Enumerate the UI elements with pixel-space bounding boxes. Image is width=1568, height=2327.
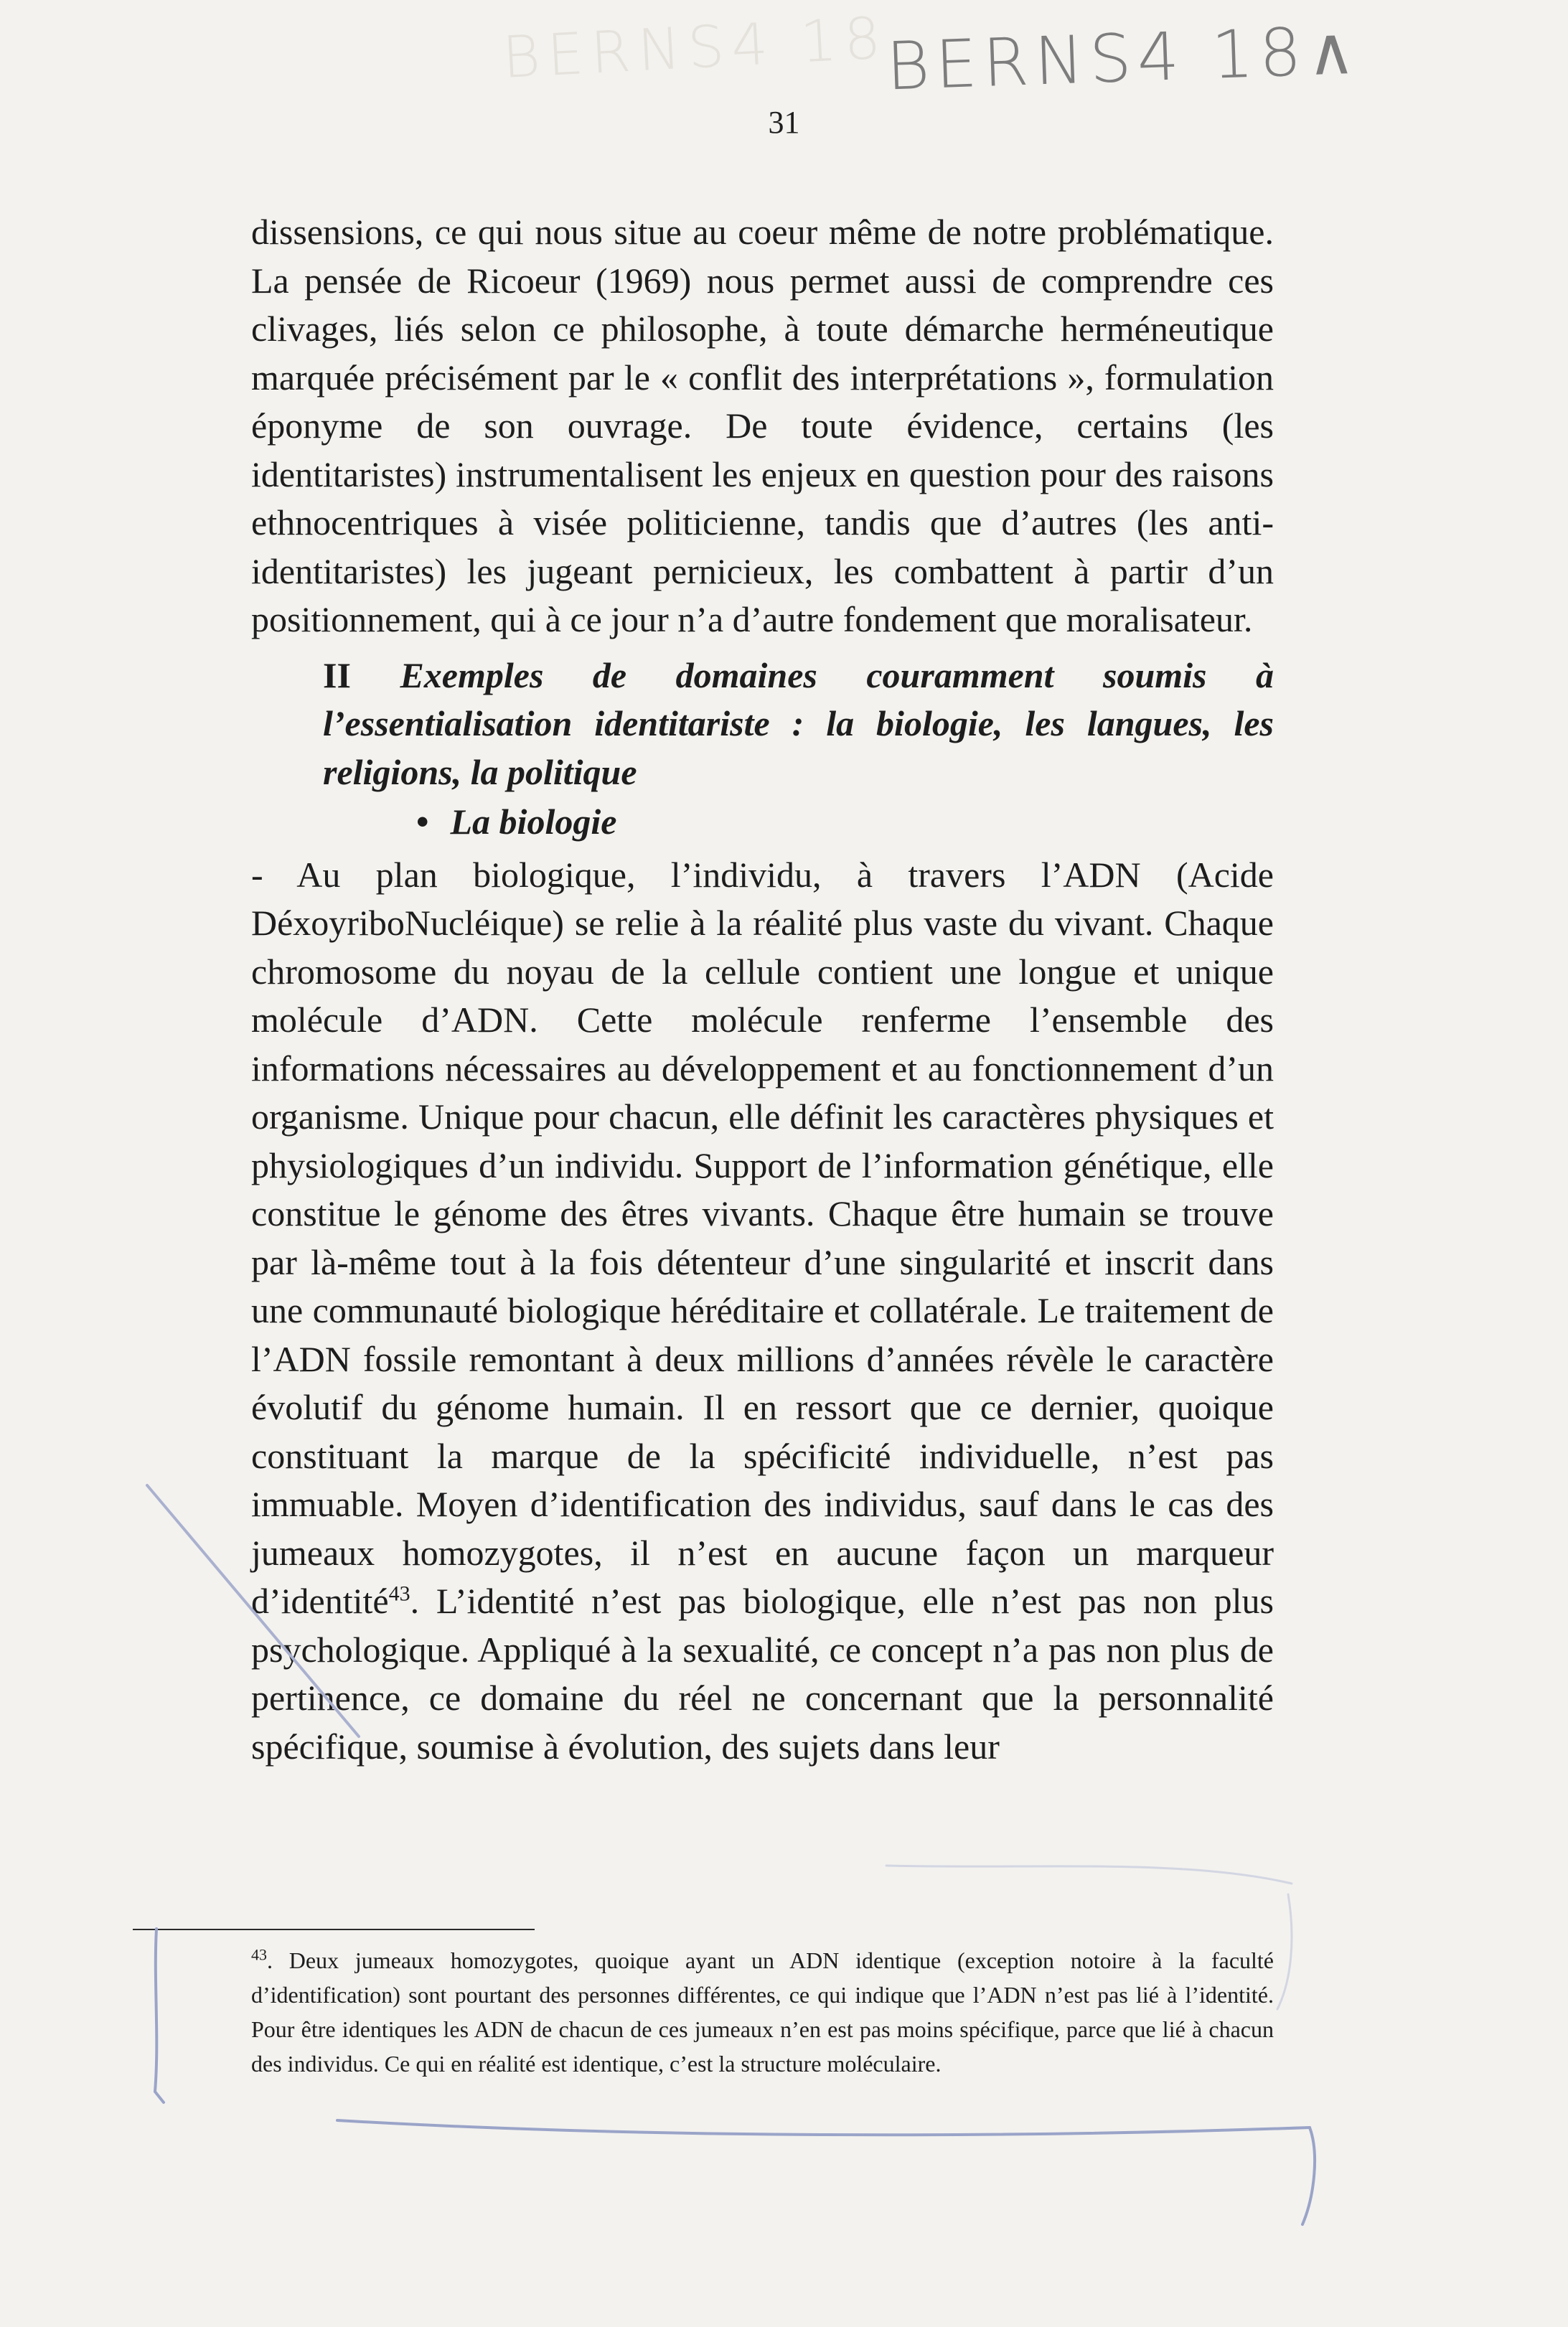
paragraph-biology-text: - Au plan biologique, l’individu, à travers l’ADN (Acide DéxoyriboNucléique) se relie à la réalité plus vaste du vivant. Chaque chromosome du noyau de la cellule contient une longue et unique molécule d’ADN. Cette molécule renferme l’ensemble des informations nécessaires au développement et au fonctionnement d’un organisme. Unique pour chacun, elle définit les caractères physiques et physiologiques d’un individu. Support de l’information génétique, elle constitue le génome des êtres vivants. Chaque être humain se trouve par là-même tout à la fois détenteur d’une singularité et inscrit dans une communauté biologique héréditaire et collatérale. Le traitement de l’ADN fossile remontant à deux millions d’années révèle le caractère évolutif du génome humain. Il en ressort que ce dernier, quoique constituant la marque de la spécificité individuelle, n’est pas immuable. Moyen d’identification des individus, sauf dans le cas des jumeaux homozygotes, il n’est en aucune façon un marqueur d’identité [251,854,1274,1621]
section-title: Exemples de domaines couramment soumis à l’essentialisation identitariste : la biologie, les langues, les religions, la politique [323,654,1274,792]
handwritten-pencil-note: BERNS4 18∧ [885,11,1363,105]
paragraph-intro: dissensions, ce qui nous situe au coeur même de notre problématique. La pensée de Ricoeur (1969) nous permet aussi de comprendre ces clivages, liés selon ce philosophe, à toute démarche herméneutique marquée précisément par le « conflit des interprétations », formulation éponyme de son ouvrage. De toute évidence, certains (les identitaristes) instrumentalisent les enjeux en question pour des raisons ethnocentriques à visée politicienne, tandis que d’autres (les anti-identitaristes) les jugeant pernicieux, les combattent à partir d’un positionnement, qui à ce jour n’a d’autre fondement que moralisateur. [251,212,1274,639]
main-text [251,208,1274,1771]
page-number: 31 [768,105,800,140]
footnote-divider [133,1929,535,1930]
footnote [251,1943,1274,2081]
paragraph-biology [251,851,1274,1772]
subheading-title: La biologie [450,801,617,842]
section-number: II [323,654,351,695]
footnote-text: . Deux jumeaux homozygotes, quoique ayant un ADN identique (exception notoire à la faculté d’identification) sont pourtant des personnes différentes, ce qui indique que l’ADN n’est pas lié à l’identité. Pour être identiques les ADN de chacun de ces jumeaux n’en est pas moins spécifique, parce que lié à chacun des individus. Ce qui en réalité est identique, c’est la structure moléculaire. [251,1947,1274,2077]
paragraph-biology-end: . L’identité n’est pas biologique, elle n’est pas non plus psychologique. Appliqué à la sexualité, ce concept n’a pas non plus de pertinence, ce domaine du réel ne concernant que la personnalité spécifique, soumise à évolution, des sujets dans leur [251,1581,1274,1767]
faint-handwriting: BERNS4 18 [500,4,890,91]
footnote-number: 43 [251,1945,267,1964]
footnote-reference[interactable]: 43 [388,1581,410,1606]
section-heading [323,652,1274,797]
subheading [251,798,1274,847]
bullet-icon: • [416,801,429,842]
